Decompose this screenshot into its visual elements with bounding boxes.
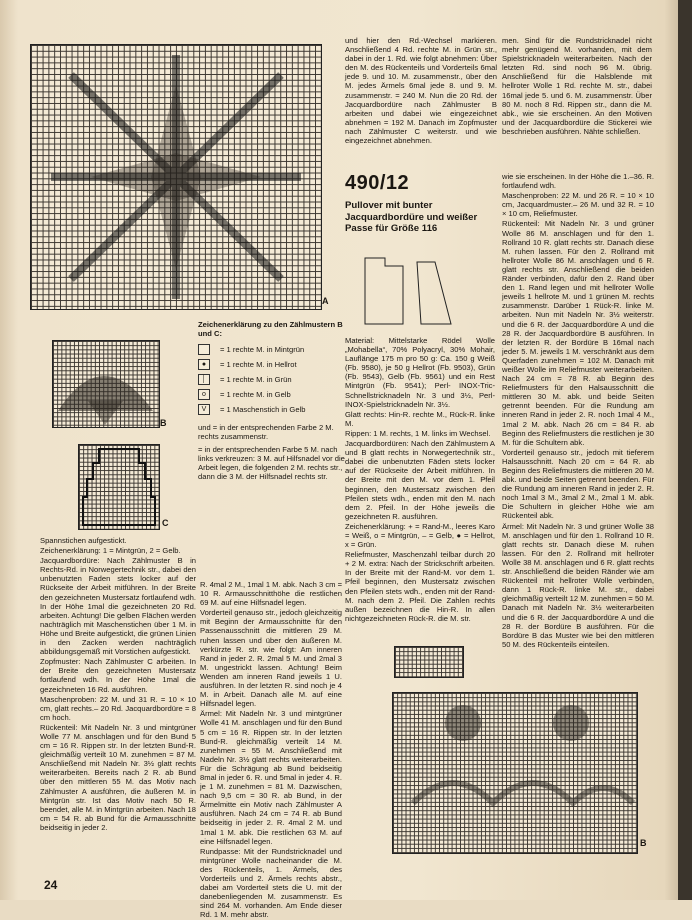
bar-icon: │ (198, 374, 210, 385)
chart-jacquard-b-label: B (640, 838, 647, 848)
garment-schematic (355, 254, 465, 328)
legend-extra-2: = in der entsprechenden Farbe 5 M. nach links verkreuzen: 3 M. auf Hilfsnadel vor die Arbeit legen, die folgenden 2 M. rechts str., dann die 3 M. der Hilfsnadel rechts str. (198, 445, 345, 481)
legend-item: V = 1 Maschenstich in Gelb (198, 402, 348, 417)
legend-title: Zeichenerklärung zu den Zählmustern B und C: (198, 320, 343, 338)
chart-c-label: C (162, 518, 169, 528)
pattern-subtitle: Pullover mit bunter Jacquardbordüre und weißer Passe für Größe 116 (345, 200, 478, 234)
legend-extra: und = in der entsprechenden Farbe 2 M. rechts zusammenstr. (198, 423, 334, 441)
filled-dot-icon: ● (198, 359, 210, 370)
binding-edge (678, 0, 692, 900)
pattern-number: 490/12 (345, 172, 410, 194)
column-4: wie sie erscheinen. In der Höhe die 1.–36. R. fortlaufend wdh. Maschenproben: 22 M. und 26 R. = 10 × 10 cm, Jacquardmuster.– 26 M. und 32 R. = 10 × 10 cm, Reliefmuster. Rückenteil: Mit Nadeln Nr. 3 und grüner Wolle 86 M. anschlagen und für den 1. Rollrand 10 R. glatt rechts str. Danach diese M. ruhen lassen. Für den 2. Rollrand mit hellroter Wolle 86 M. anschlagen und 6 R. glatt rechts str. Anschließend die beiden Ränder verbinden, dafür den 2. Rand über den 1. Rand legen und mit hellroter Wolle jeweils 1 hellrote M. und 1 grünen M. rechts zusammenstr. Darüber 1 Rück-R. linke M. arbeiten. Nun mit Nadeln Nr. 3½ weiterstr. und die 6 R. der Jacquardbordüre A und die 28 R. der Jacquardbordüre B ausführen. In der letzten R. der Bordüre B 16mal nach jeder 5. M. jeweils 1 M. verschränkt aus dem Querfaden zunehmen = 102 M. Danach mit weißer Wolle im Reliefmuster weiterarbeiten. Nach 24 cm = 78 R. ab Beginn des Reliefmusters für den Halsausschnitt die mittleren 30 M. abk. und beide Seiten getrennt beenden. Für die Rundung am inneren Rand in jeder 2. R. noch 1mal 4 M., 1mal 2 M. abk. Nach 26 cm = 84 R. ab Beginn des Reliefmusters die restlichen je 30 M. für die Schultern abk. Vorderteil genauso str., jedoch mit tieferem Halsausschnitt. Nach 20 cm = 64 R. ab Beginn des Reliefmusters die mittleren 20 M. abk. und beide Seiten getrennt beenden. Für die Rundung am inneren Rand in jeder 2. R. noch 1mal 3 M., 3mal 2 M., 2mal 1 M. abk. Die Schultern in gleicher Höhe wie am Rückenteil abk. Ärmel: Mit Nadeln Nr. 3 und grüner Wolle 38 M. anschlagen und für den 1. Rollrand 10 R. glatt rechts str. Danach diese M. ruhen lassen. Für den 2. Rollrand mit hellroter Wolle 38 M. anschlagen und 6 R. glatt rechts str. Anschließend die beiden Ränder wie am Rückenteil mit hellroter Wolle verbinden, dann 1 Rück-R. linke M. str., dabei gleichmäßig verteilt 12 M. zunehmen = 50 M. Danach mit Nadeln Nr. 3½ weiterarbeiten und die 6 R. der Jacquardbordüre A und die 28 R. der Bordüre B ausführen. Für die Bordüre B das Muster wie bei den mittleren 50 M. des Rückenteils einteilen. (502, 172, 654, 649)
legend-item: ● = 1 rechte M. in Hellrot (198, 357, 348, 372)
circle-icon: o (198, 389, 210, 400)
legend (198, 320, 348, 481)
column-1: Spannstichen aufgestickt. Zeichenerklärung: 1 = Mintgrün, 2 = Gelb. Jacquardbordüre: Nach Zählmuster B in Rechts-Rd. in Norwegertechnik str., dabei den unbenutzten Faden stets locker auf der Rückseite der Arbeit mitführen. In der Breite den gezeichneten Mustersatz fortlaufend wdh. In der Höhe 1mal die gezeichneten 20 Rd. arbeiten. Achtung! Die gelben Flächen werden nachträglich mit Maschenstichen über 1 M. in Höhe und Breite aufgestickt, die grünen Linien in den Zacken werden nachträglich abbildungsgemäß mit Vorstichen aufgestickt. Zopfmuster: Nach Zählmuster C arbeiten. In der Breite den gezeichneten Mustersatz fortlaufend wdh. In der Höhe 1mal die gezeichneten 16 Rd. ausführen. Maschenproben: 22 M. und 31 R. = 10 × 10 cm, glatt rechts.– 20 Rd. Jacquardbordüre = 8 cm hoch. Rückenteil: Mit Nadeln Nr. 3 und mintgrüner Wolle 77 M. anschlagen und für den Bund 5 cm = 16 R. Rippen str. In der letzten Bund-R. gleichmäßig verteilt 10 M. zunehmen = 87 M. Anschließend mit Nadeln Nr. 3½ glatt rechts weiterarbeiten. Bereits nach 2 R. ab Bund über den mittleren 55 M. das Motiv nach Zählmuster A ausführen, die äußeren M. in Mintgrün str. Ist das Motiv nach 50 R. beendet, alle M. in Mintgrün arbeiten. Nach 18 cm = 54 R. ab Bund für die Armausschnitte beidseitig in jeder 2. (40, 536, 196, 832)
chart-jacquard-a-strip (394, 646, 464, 678)
empty-square-icon (198, 344, 210, 355)
chart-c-steps (79, 445, 159, 529)
column-4-top: men. Sind für die Rundstricknadel nicht mehr genügend M. vorhanden, mit dem Spielstricknadeln weiterarbeiten. Nach der letzten Rd. sind noch 96 M. übrig. Anschließend für die Halsblende mit hellroter Wolle 1 Rd. rechte M. str., dabei 16mal jede 5. und 6. M. zusammenstr. Über 80 M. noch 8 Rd. Rippen str., dann die M. abk., wie sie erscheinen. An den Motiven und der Jacquardbordüre die Stickerei wie beschrieben ausführen. Nähte schließen. (502, 36, 652, 136)
chart-b-motif (53, 341, 159, 427)
jacquard-b-motif (393, 693, 637, 853)
column-2: R. 4mal 2 M., 1mal 1 M. abk. Nach 3 cm = 10 R. Armausschnitthöhe die restlichen 69 M. auf eine Hilfsnadel legen. Vorderteil genauso str., jedoch gleichzeitig mit Beginn der Armausschnitte für den Passenausschnitt die mittleren 29 M. ruhen lassen und über den äußeren M. verkürzte R. str. wie folgt: Am inneren Rand in jeder 2. R. 2mal 5 M. und 2mal 3 M. ungestrickt lassen. Achtung! Beim Wenden am inneren Rand jeweils 1 U. ausführen. In der letzten R. sind noch je 4 M. in Arbeit. Danach alle M. auf eine Hilfsnadel legen. Ärmel: Mit Nadeln Nr. 3 und mintgrüner Wolle 41 M. anschlagen und für den Bund 5 cm = 16 R. Rippen str. In der letzten Bund-R. gleichmäßig verteilt 14 M. zunehmen = 55 M. Anschließend mit Nadeln Nr. 3½ glatt rechts weiterarbeiten. Für die Schrägung ab Bund beidseitig 8mal in jeder 6. R. und 5mal in jeder 4. R. je 1 M. zunehmen = 81 M. Dazwischen, nach 9,5 cm = 30 R. ab Bund, in der Ärmelmitte ein Motiv nach Zählmuster A ausführen. Nach 24 cm = 74 R. ab Bund beidseitig in jeder 2. R. 4mal 2 M. und 1mal 1 M. abk. Die restlichen 63 M. auf eine Hilfsnadel legen. Rundpasse: Mit der Rundstricknadel und mintgrüner Wolle nacheinander die M. des Rückenteils, 1. Ärmels, des Vorderteils und 2. Ärmels rechts abstr., dabei am Vorderteil stets die U. mit der danebenliegenden M. zusammenstr. Es sind 264 M. vorhanden. Am Ende dieser Rd. 1 M. mehr abstr. (200, 580, 343, 920)
chart-c-cable (78, 444, 160, 530)
v-stitch-icon: V (198, 404, 210, 415)
column-3-top: und hier den Rd.-Wechsel markieren. Anschließend 4 Rd. rechte M. in Grün str., dabei in der 1. Rd. wie folgt abnehmen: Über den M. des Rückenteils und Vorderteils 6mal jede 9. und 10. M. zusammenstr., über den M. jedes Ärmels 6mal jede 8. und 9. M. zusammenstr. = 240 M. Nun die 20 Rd. der Jacquardbordüre nach Zählmuster B arbeiten und dabei wie eingezeichnet abnehmen = 192 M. Danach im Zopfmuster nach Zählmuster C weiterstr. und wie eingezeichnet abnehmen. (345, 36, 497, 146)
chart-b-jacquard (52, 340, 160, 428)
page-number: 24 (44, 878, 58, 892)
legend-item: o = 1 rechte M. in Gelb (198, 387, 348, 402)
chart-a-star (30, 44, 322, 310)
legend-item: = 1 rechte M. in Mintgrün (198, 342, 348, 357)
chart-b-label: B (160, 418, 167, 428)
chart-a-label: A (322, 296, 329, 306)
star-motif (31, 45, 321, 309)
chart-jacquard-b (392, 692, 638, 854)
legend-item: │ = 1 rechte M. in Grün (198, 372, 348, 387)
column-3: Material: Mittelstarke Rödel Wolle „Mohabella“, 70% Polyacryl, 30% Mohair, Lauflänge 175 m pro 50 g: Ca. 150 g Weiß (Fb. 9580), je 50 g Hellrot (Fb. 9503), Grün (Fb. 9543), Gelb (Fb. 9561) und ein Rest Mintgrün (Fb. 9541); Perl- INOX-Tric-Schnellstricknadeln Nr. 3 und 3½, Perl-INOX-Spielstricknadeln Nr. 3½. Glatt rechts: Hin-R. rechte M., Rück-R. linke M. Rippen: 1 M. rechts, 1 M. links im Wechsel. Jacquardbordüren: Nach den Zählmustern A und B glatt rechts in Norwegertechnik str., dabei die unbenutzten Fäden stets locker auf der Rückseite der Arbeit mitführen. In der Breite mit den M. vor dem 1. Pfeil beginnen, den Mustersatz zwischen den Pfeilen stets wdh., enden mit den M. nach dem 2. Pfeil. In der Höhe jeweils die gezeichneten R. ausführen. Zeichenerklärung: + = Rand-M., leeres Karo = Weiß, o = Mintgrün, – = Gelb, ● = Hellrot, x = Grün. Reliefmuster, Maschenzahl teilbar durch 20 + 2 M. extra: Nach der Strickschrift arbeiten. In der Breite mit der Rand-M. vor dem 1. Pfeil beginnen, den Mustersatz zwischen den Pfeilen stets wdh., enden mit der Rand-M. nach dem 2. Pfeil. Die Zahlen rechts außen bezeichnen die Hin-R. In allen nichtgezeichneten Rück-R. die M. str. (345, 336, 495, 623)
